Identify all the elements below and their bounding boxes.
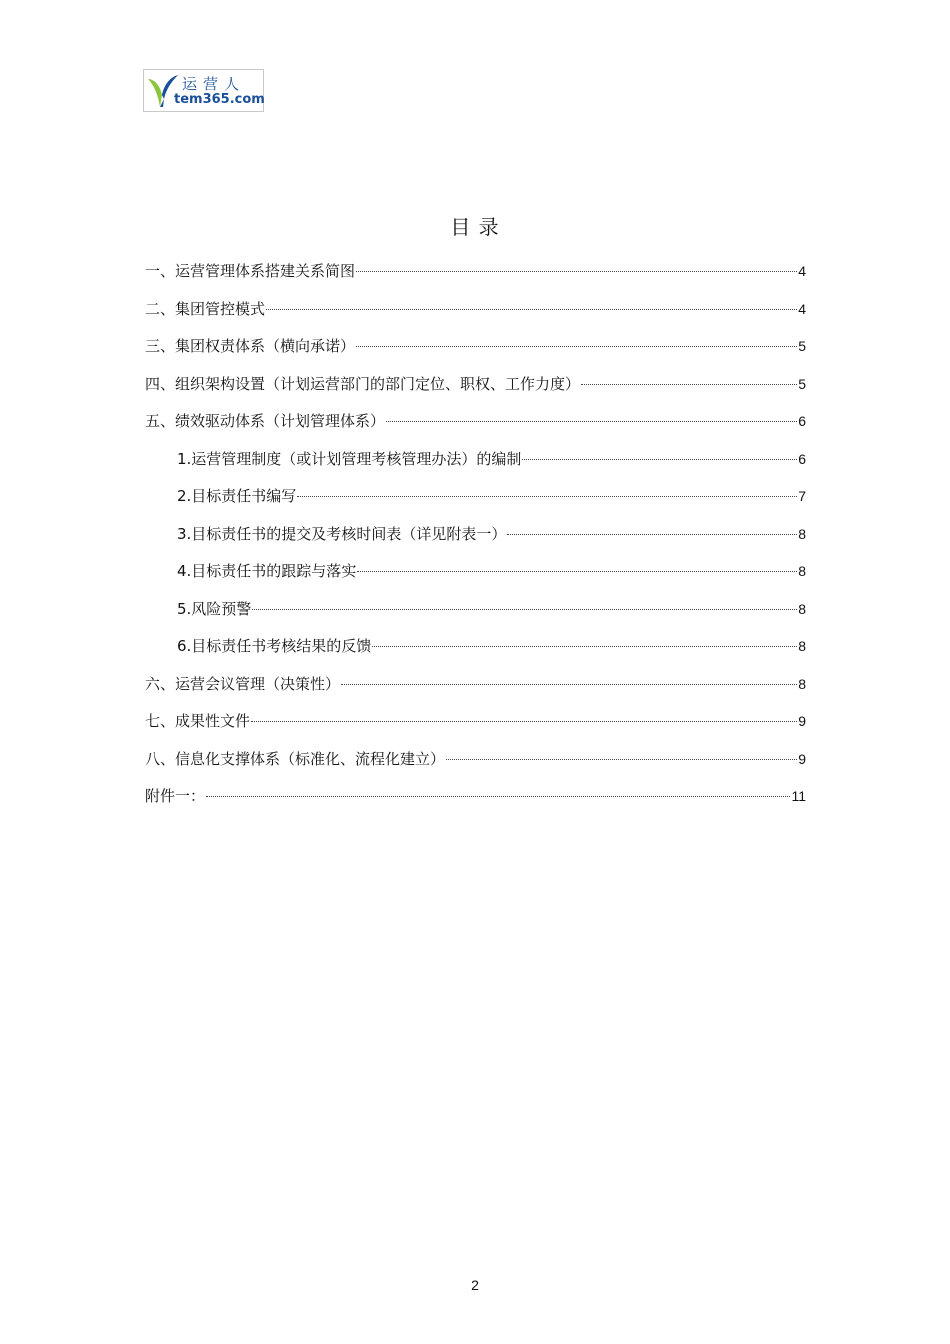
logo-chinese-text: 运营人 <box>182 75 246 93</box>
toc-dot-leader <box>206 796 790 797</box>
toc-entry[interactable] <box>145 410 806 432</box>
toc-entry-page: 8 <box>798 526 806 542</box>
toc-entry-label: 6.目标责任书考核结果的反馈 <box>177 637 372 655</box>
toc-entry[interactable] <box>145 335 806 357</box>
toc-entry-page: 5 <box>798 376 806 392</box>
toc-dot-leader <box>251 721 797 722</box>
toc-entry-page: 8 <box>798 638 806 654</box>
toc-entry-page: 5 <box>798 338 806 354</box>
toc-entry[interactable] <box>145 785 806 807</box>
toc-entry-page: 9 <box>798 751 806 767</box>
toc-entry-label: 1.运营管理制度（或计划管理考核管理办法）的编制 <box>177 450 522 468</box>
toc-entry-page: 8 <box>798 601 806 617</box>
toc-dot-leader <box>266 309 797 310</box>
toc-entry-label: 一、运营管理体系搭建关系简图 <box>145 262 356 280</box>
toc-entry-page: 8 <box>798 676 806 692</box>
toc-entry-label: 4.目标责任书的跟踪与落实 <box>177 562 357 580</box>
toc-entry-label: 七、成果性文件 <box>145 712 251 730</box>
toc-entry-label: 五、绩效驱动体系（计划管理体系） <box>145 412 386 430</box>
toc-entry[interactable] <box>177 448 806 470</box>
toc-entry[interactable] <box>177 598 806 620</box>
toc-dot-leader <box>507 534 797 535</box>
toc-entry[interactable] <box>145 748 806 770</box>
toc-entry[interactable] <box>177 560 806 582</box>
toc-entry[interactable] <box>145 673 806 695</box>
toc-entry-page: 8 <box>798 563 806 579</box>
toc-entry-label: 5.风险预警 <box>177 600 252 618</box>
logo-domain-text: tem365.com <box>174 92 265 107</box>
toc-entry[interactable] <box>177 523 806 545</box>
toc-entry-page: 4 <box>798 301 806 317</box>
toc-dot-leader <box>446 759 797 760</box>
toc-entry-page: 9 <box>798 713 806 729</box>
toc-dot-leader <box>372 646 797 647</box>
toc-entry-label: 3.目标责任书的提交及考核时间表（详见附表一） <box>177 525 507 543</box>
toc-entry-label: 八、信息化支撑体系（标准化、流程化建立） <box>145 750 446 768</box>
toc-entry[interactable] <box>145 710 806 732</box>
toc-dot-leader <box>386 421 797 422</box>
toc-entry[interactable] <box>145 260 806 282</box>
toc-entry-label: 附件一： <box>145 787 206 805</box>
toc-entry-label: 四、组织架构设置（计划运营部门的部门定位、职权、工作力度） <box>145 375 581 393</box>
toc-entry-label: 六、运营会议管理（决策性） <box>145 675 341 693</box>
toc-title: 目 录 <box>450 215 500 239</box>
company-logo <box>143 69 264 112</box>
toc-dot-leader <box>341 684 797 685</box>
toc-entry-label: 二、集团管控模式 <box>145 300 266 318</box>
toc-dot-leader <box>581 384 797 385</box>
toc-dot-leader <box>252 609 797 610</box>
toc-dot-leader <box>356 271 797 272</box>
toc-dot-leader <box>357 571 797 572</box>
toc-dot-leader <box>297 496 797 497</box>
toc-entry[interactable] <box>145 298 806 320</box>
toc-entry-page: 6 <box>798 451 806 467</box>
page-number: 2 <box>471 1277 479 1293</box>
toc-entry[interactable] <box>177 635 806 657</box>
toc-entry[interactable] <box>145 373 806 395</box>
toc-entry-label: 2.目标责任书编写 <box>177 487 297 505</box>
toc-entry-label: 三、集团权责体系（横向承诺） <box>145 337 356 355</box>
toc-entry-page: 11 <box>791 788 806 804</box>
toc-entry-page: 4 <box>798 263 806 279</box>
toc-dot-leader <box>522 459 797 460</box>
toc-entry-page: 6 <box>798 413 806 429</box>
toc-entry-page: 7 <box>798 488 806 504</box>
toc-dot-leader <box>356 346 797 347</box>
toc-entry[interactable] <box>177 485 806 507</box>
